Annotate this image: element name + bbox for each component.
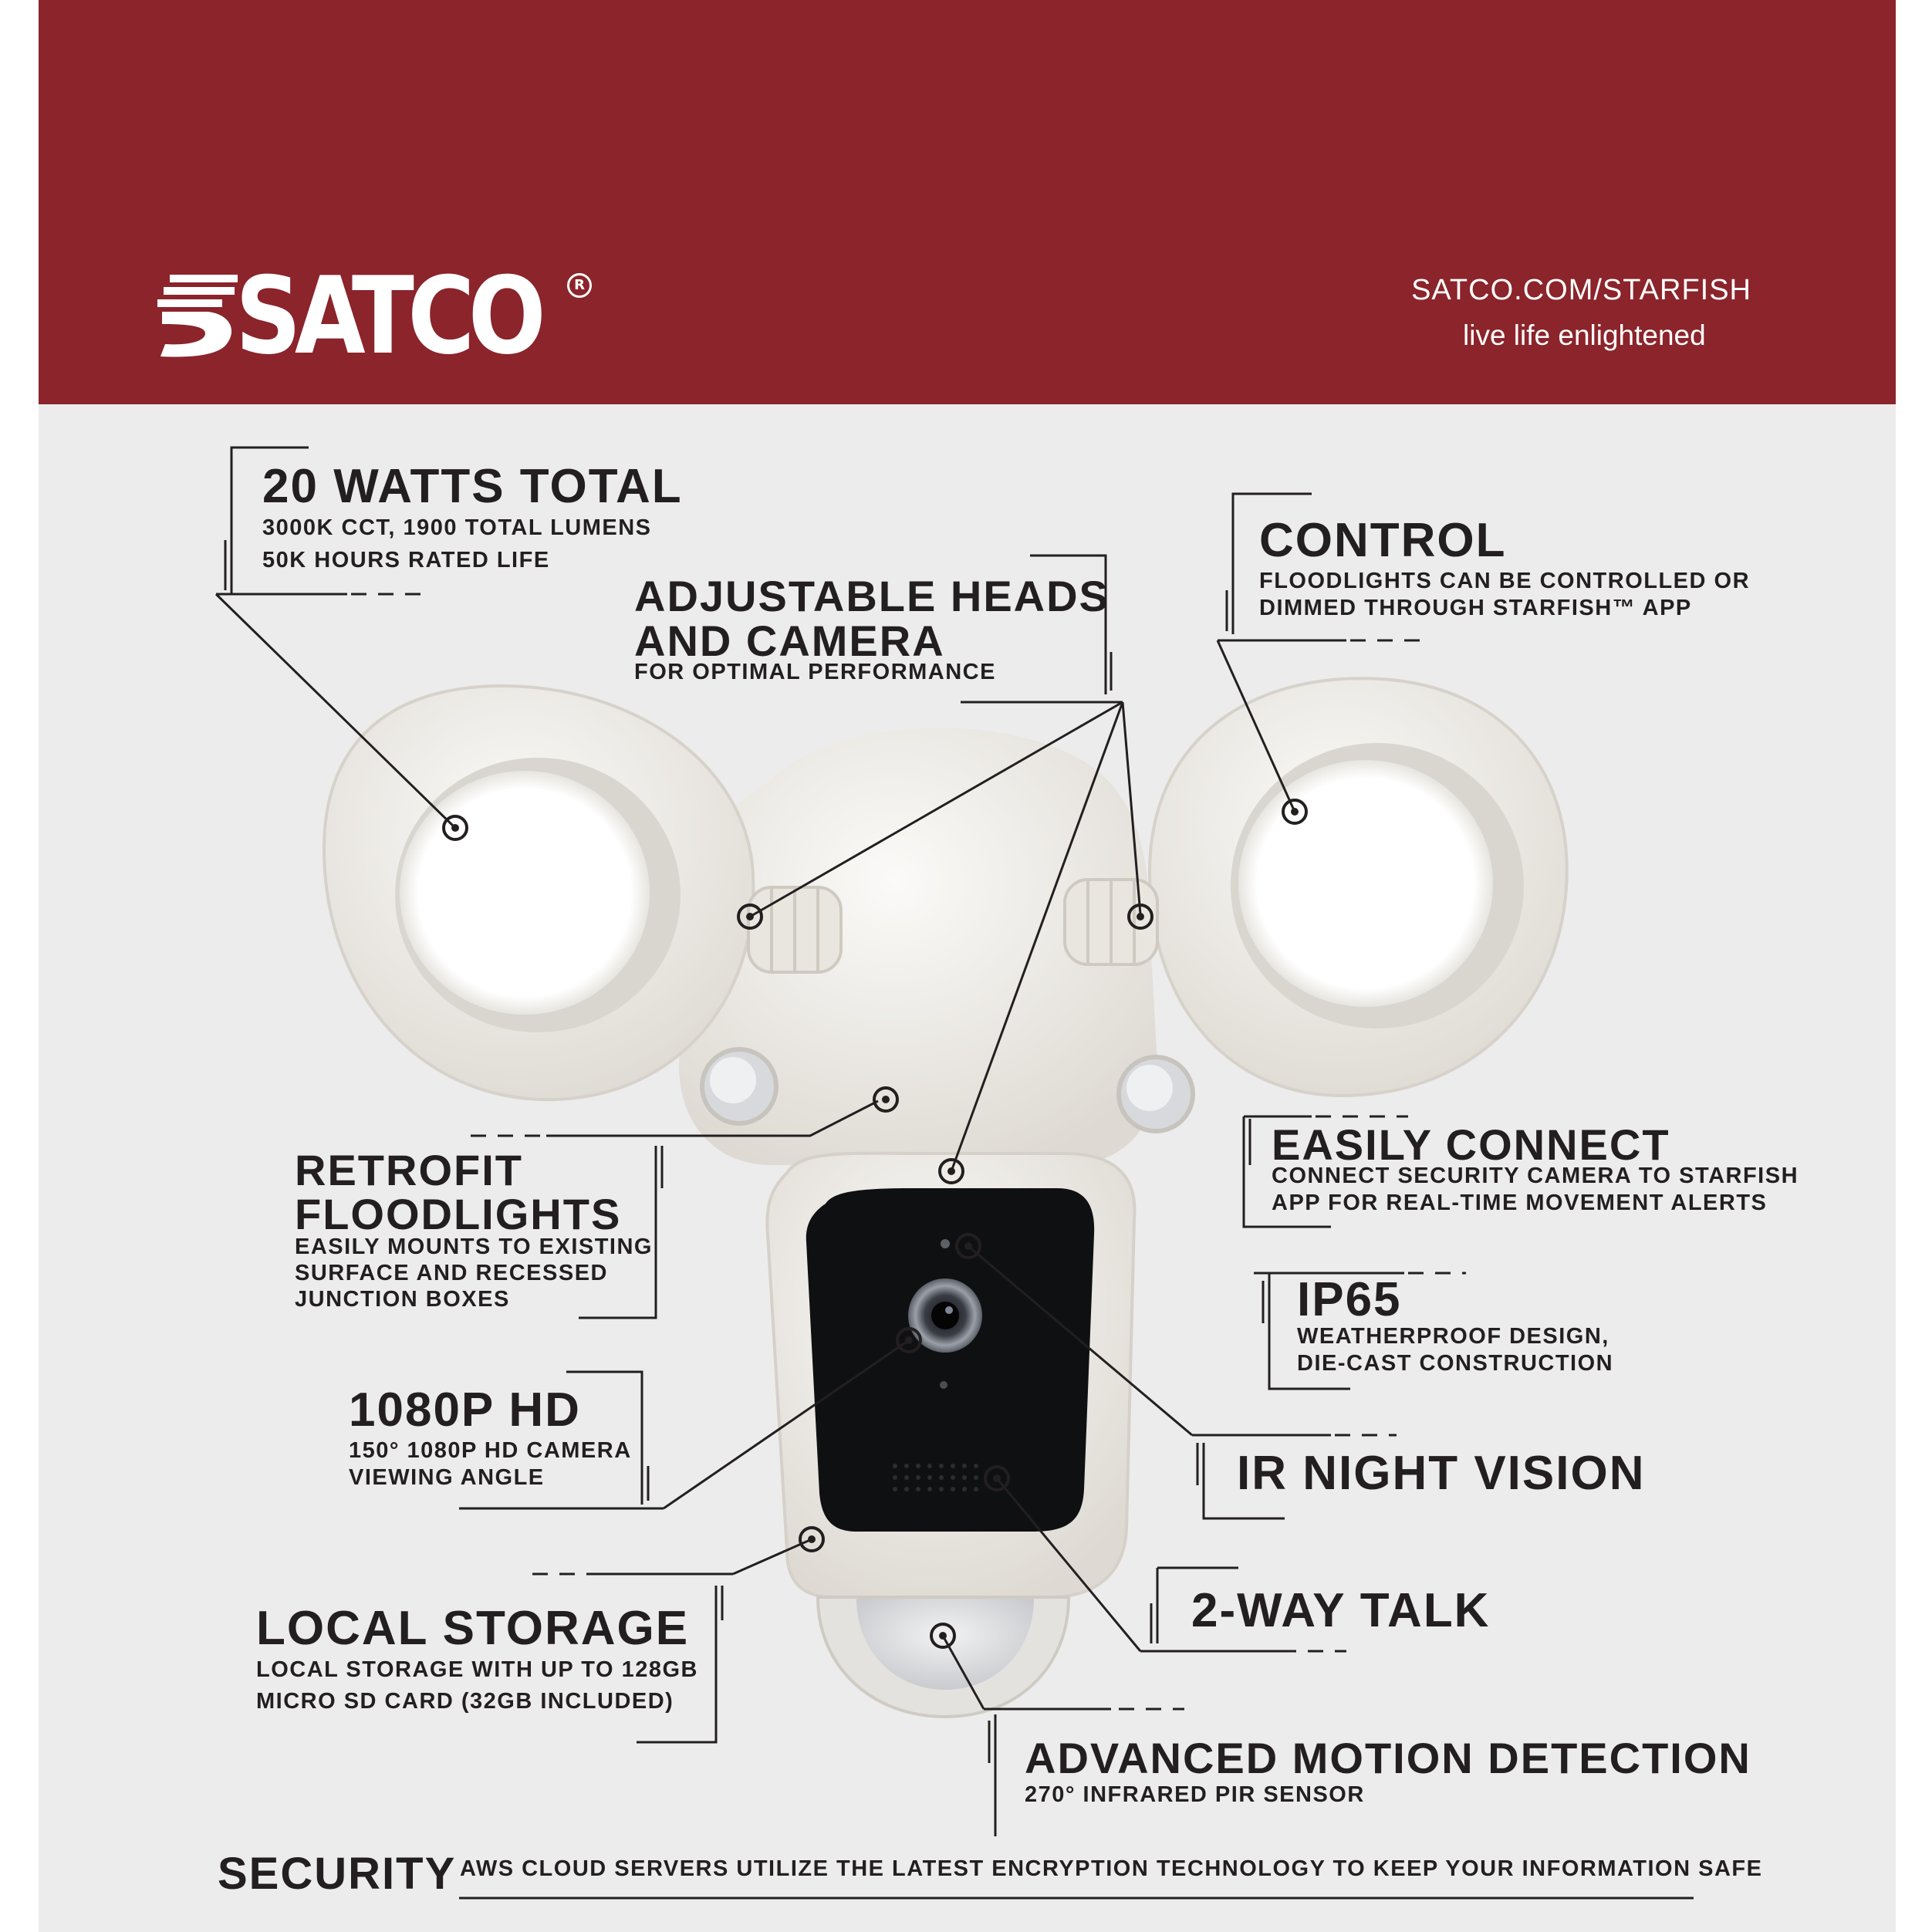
left-swivel-joint	[748, 887, 841, 972]
pir-sensor-dome	[818, 1597, 1069, 1717]
hd-title: 1080P HD	[349, 1383, 581, 1437]
left-floodlight-head	[324, 686, 753, 1099]
motion-line-1: 270° INFRARED PIR SENSOR	[1025, 1782, 1365, 1807]
ip65-line-2: DIE-CAST CONSTRUCTION	[1297, 1351, 1614, 1376]
heads-title-1: ADJUSTABLE HEADS	[634, 572, 1110, 620]
ir-title: IR NIGHT VISION	[1237, 1447, 1646, 1500]
connect-line-1: CONNECT SECURITY CAMERA TO STARFISH	[1272, 1164, 1799, 1188]
connect-line-2: APP FOR REAL-TIME MOVEMENT ALERTS	[1272, 1191, 1768, 1215]
right-floodlight-head	[1150, 678, 1567, 1096]
retrofit-title-1: RETROFIT	[295, 1146, 523, 1194]
retrofit-line-2: SURFACE AND RECESSED	[295, 1261, 608, 1285]
control-line-1: FLOODLIGHTS CAN BE CONTROLLED OR	[1259, 569, 1751, 593]
storage-line-2: MICRO SD CARD (32GB INCLUDED)	[256, 1689, 674, 1714]
control-title: CONTROL	[1259, 514, 1507, 567]
retrofit-line-1: EASILY MOUNTS TO EXISTING	[295, 1235, 653, 1259]
watts-line-2: 50K HOURS RATED LIFE	[262, 548, 550, 573]
storage-title: LOCAL STORAGE	[256, 1602, 690, 1655]
hd-line-1: 150° 1080P HD CAMERA	[349, 1438, 632, 1463]
hd-line-2: VIEWING ANGLE	[349, 1465, 545, 1490]
brand-logo-wordmark: SATCO	[235, 254, 540, 378]
ip65-line-1: WEATHERPROOF DESIGN,	[1297, 1324, 1609, 1349]
heads-subtitle: FOR OPTIMAL PERFORMANCE	[634, 660, 996, 684]
retrofit-title-2: FLOODLIGHTS	[295, 1190, 622, 1238]
motion-title: ADVANCED MOTION DETECTION	[1025, 1734, 1751, 1782]
control-line-2: DIMMED THROUGH STARFISH™ APP	[1259, 596, 1692, 620]
brand-url: SATCO.COM/STARFISH	[1411, 274, 1751, 306]
security-line: AWS CLOUD SERVERS UTILIZE THE LATEST ENCRYPTION TECHNOLOGY TO KEEP YOUR INFORMATION SAFE	[460, 1856, 1763, 1881]
storage-line-1: LOCAL STORAGE WITH UP TO 128GB	[256, 1657, 698, 1682]
security-title: SECURITY	[218, 1849, 457, 1899]
ip65-title: IP65	[1297, 1273, 1402, 1326]
heads-title-2: AND CAMERA	[634, 616, 945, 665]
retrofit-line-3: JUNCTION BOXES	[295, 1287, 510, 1312]
connect-title: EASILY CONNECT	[1272, 1120, 1670, 1169]
camera-unit	[767, 1153, 1134, 1597]
brand-tagline: live life enlightened	[1463, 319, 1706, 351]
watts-line-1: 3000K CCT, 1900 TOTAL LUMENS	[262, 515, 652, 540]
watts-title: 20 WATTS TOTAL	[262, 460, 683, 513]
registered-mark: R	[567, 273, 592, 298]
right-swivel-joint	[1065, 880, 1157, 964]
talk-title: 2-WAY TALK	[1191, 1584, 1491, 1637]
